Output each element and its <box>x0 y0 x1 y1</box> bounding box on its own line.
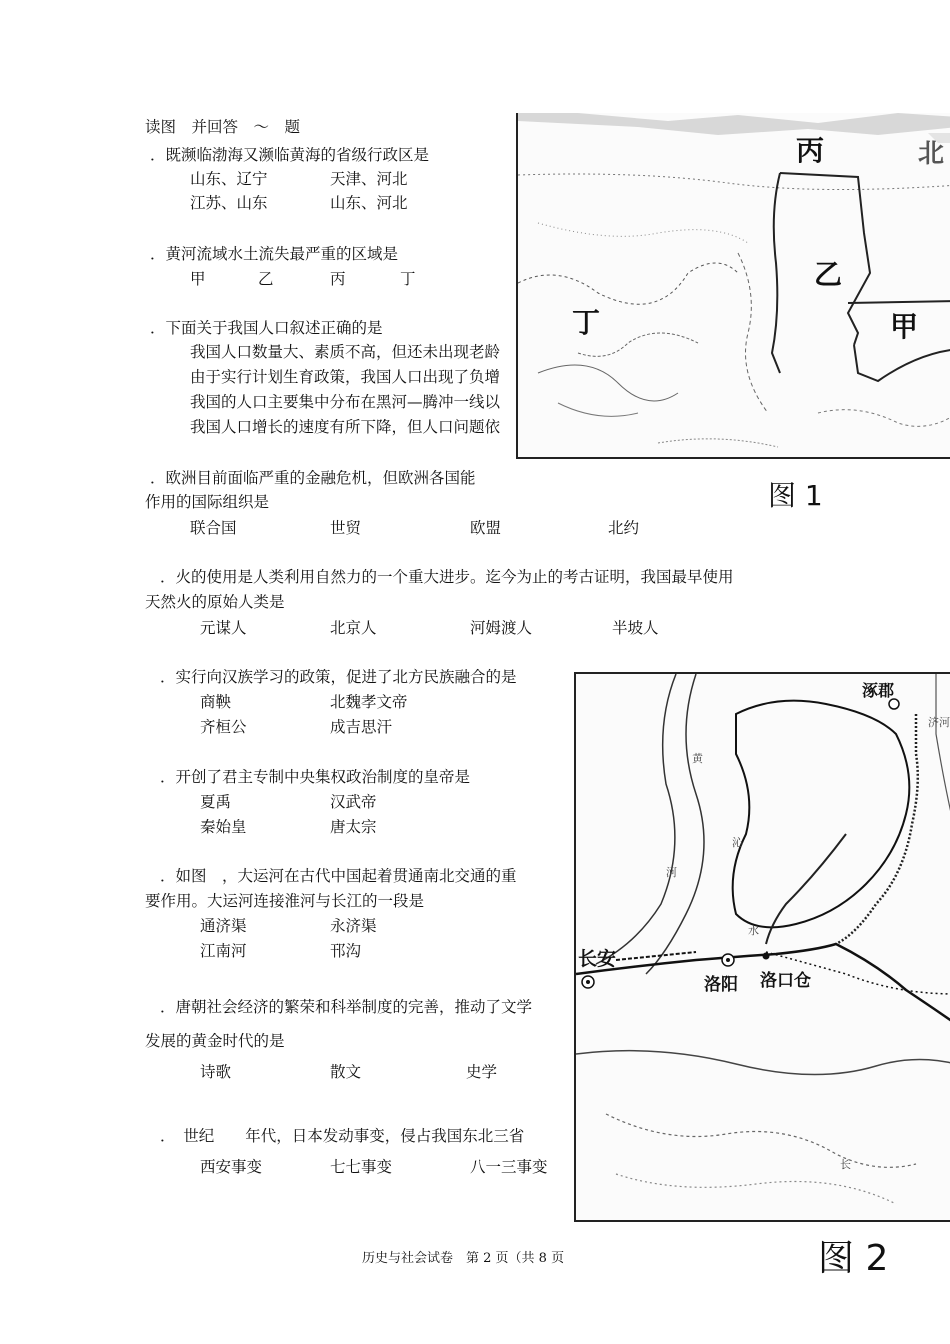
q5-option-c: 河姆渡人 <box>470 619 533 637</box>
q1-option-c: 江苏、山东 <box>190 194 268 212</box>
question-6-stem: ．实行向汉族学习的政策，促进了北方民族融合的是 <box>160 668 517 686</box>
question-3-stem: ．下面关于我国人口叙述正确的是 <box>150 319 383 337</box>
q2-option-a: 甲 <box>190 270 206 288</box>
label-yi: 乙 <box>814 258 843 291</box>
q3-option-b: 由于实行计划生育政策，我国人口出现了负增 <box>190 368 501 386</box>
q9-option-b: 散文 <box>330 1063 362 1081</box>
q8-option-a: 通济渠 <box>200 917 247 935</box>
q6-option-c: 齐桓公 <box>200 718 247 736</box>
q3-option-c: 我国的人口主要集中分布在黑河—腾冲一线以 <box>190 393 501 411</box>
q2-option-d: 丁 <box>400 270 416 288</box>
question-2-stem: ．黄河流域水土流失最严重的区域是 <box>150 245 399 263</box>
figure-1-caption: 图 1 <box>768 479 823 512</box>
question-9-stem: ．唐朝社会经济的繁荣和科举制度的完善，推动了文学 <box>160 998 533 1016</box>
question-5-stem-line2: 天然火的原始人类是 <box>145 593 285 611</box>
q3-option-d: 我国人口增长的速度有所下降，但人口问题依 <box>190 418 501 436</box>
label-ding: 丁 <box>572 306 601 339</box>
q1-option-a: 山东、辽宁 <box>190 170 268 188</box>
river-label-he: 河 <box>666 866 677 879</box>
q2-option-b: 乙 <box>258 270 274 288</box>
intro-line: 读图 并回答 ～ 题 <box>145 118 301 136</box>
figure-2-map-drawing <box>576 674 950 1220</box>
q4-option-b: 世贸 <box>330 519 362 537</box>
question-5-stem: ．火的使用是人类利用自然力的一个重大进步。迄今为止的考古证明，我国最早使用 <box>160 568 734 586</box>
river-label-qin: 沁 <box>732 836 743 849</box>
figure-2-map <box>574 672 950 1222</box>
question-8-stem-line2: 要作用。大运河连接淮河与长江的一段是 <box>145 892 425 910</box>
figure-2-caption: 图 2 <box>818 1238 889 1279</box>
city-zhuojun: 涿郡 <box>862 681 895 700</box>
q7-option-a: 夏禹 <box>200 793 232 811</box>
question-8-stem: ．如图 ，大运河在古代中国起着贯通南北交通的重 <box>160 867 517 885</box>
q1-option-d: 山东、河北 <box>330 194 408 212</box>
city-changan: 长安 <box>578 948 617 970</box>
q10-option-a: 西安事变 <box>200 1158 263 1176</box>
q9-option-c: 史学 <box>466 1063 498 1081</box>
q7-option-c: 秦始皇 <box>200 818 247 836</box>
q3-option-a: 我国人口数量大、素质不高，但还未出现老龄 <box>190 343 501 361</box>
q6-option-a: 商鞅 <box>200 693 232 711</box>
river-label-shui: 水 <box>748 924 759 937</box>
city-luokoucang: 洛口仓 <box>760 971 811 991</box>
figure-1-map-drawing <box>518 113 950 457</box>
q6-option-b: 北魏孝文帝 <box>330 693 408 711</box>
river-label-jihe: 济河 <box>928 716 950 729</box>
question-4-stem-line2: 作用的国际组织是 <box>145 493 270 511</box>
q6-option-d: 成吉思汗 <box>330 718 393 736</box>
question-10-stem: ． 世纪 年代，日本发动事变，侵占我国东北三省 <box>160 1127 525 1145</box>
q4-option-d: 北约 <box>608 519 640 537</box>
q5-option-b: 北京人 <box>330 619 377 637</box>
q10-option-b: 七七事变 <box>330 1158 393 1176</box>
question-4-stem: ．欧洲目前面临严重的金融危机，但欧洲各国能 <box>150 469 476 487</box>
city-luoyang: 洛阳 <box>704 975 738 995</box>
label-bing: 丙 <box>796 134 825 167</box>
q10-option-c: 八一三事变 <box>470 1158 548 1176</box>
q4-option-c: 欧盟 <box>470 519 502 537</box>
q8-option-c: 江南河 <box>200 942 247 960</box>
q7-option-d: 唐太宗 <box>330 818 377 836</box>
figure-1-map <box>516 113 950 459</box>
q2-option-c: 丙 <box>330 270 346 288</box>
page-footer: 历史与社会试卷 第 2 页（共 8 页 <box>362 1251 565 1266</box>
q8-option-b: 永济渠 <box>330 917 377 935</box>
river-label-huang: 黄 <box>692 752 703 765</box>
question-9-stem-line2: 发展的黄金时代的是 <box>145 1032 285 1050</box>
q4-option-a: 联合国 <box>190 519 237 537</box>
q9-option-a: 诗歌 <box>200 1063 232 1081</box>
q5-option-d: 半坡人 <box>612 619 659 637</box>
q1-option-b: 天津、河北 <box>330 170 408 188</box>
label-jia: 甲 <box>890 310 919 343</box>
question-7-stem: ．开创了君主专制中央集权政治制度的皇帝是 <box>160 768 471 786</box>
q8-option-d: 邗沟 <box>330 942 362 960</box>
question-1-stem: ．既濒临渤海又濒临黄海的省级行政区是 <box>150 146 430 164</box>
q5-option-a: 元谋人 <box>200 619 247 637</box>
label-bei: 北 <box>918 139 945 169</box>
river-label-chang: 长 <box>840 1158 851 1171</box>
q7-option-b: 汉武帝 <box>330 793 377 811</box>
